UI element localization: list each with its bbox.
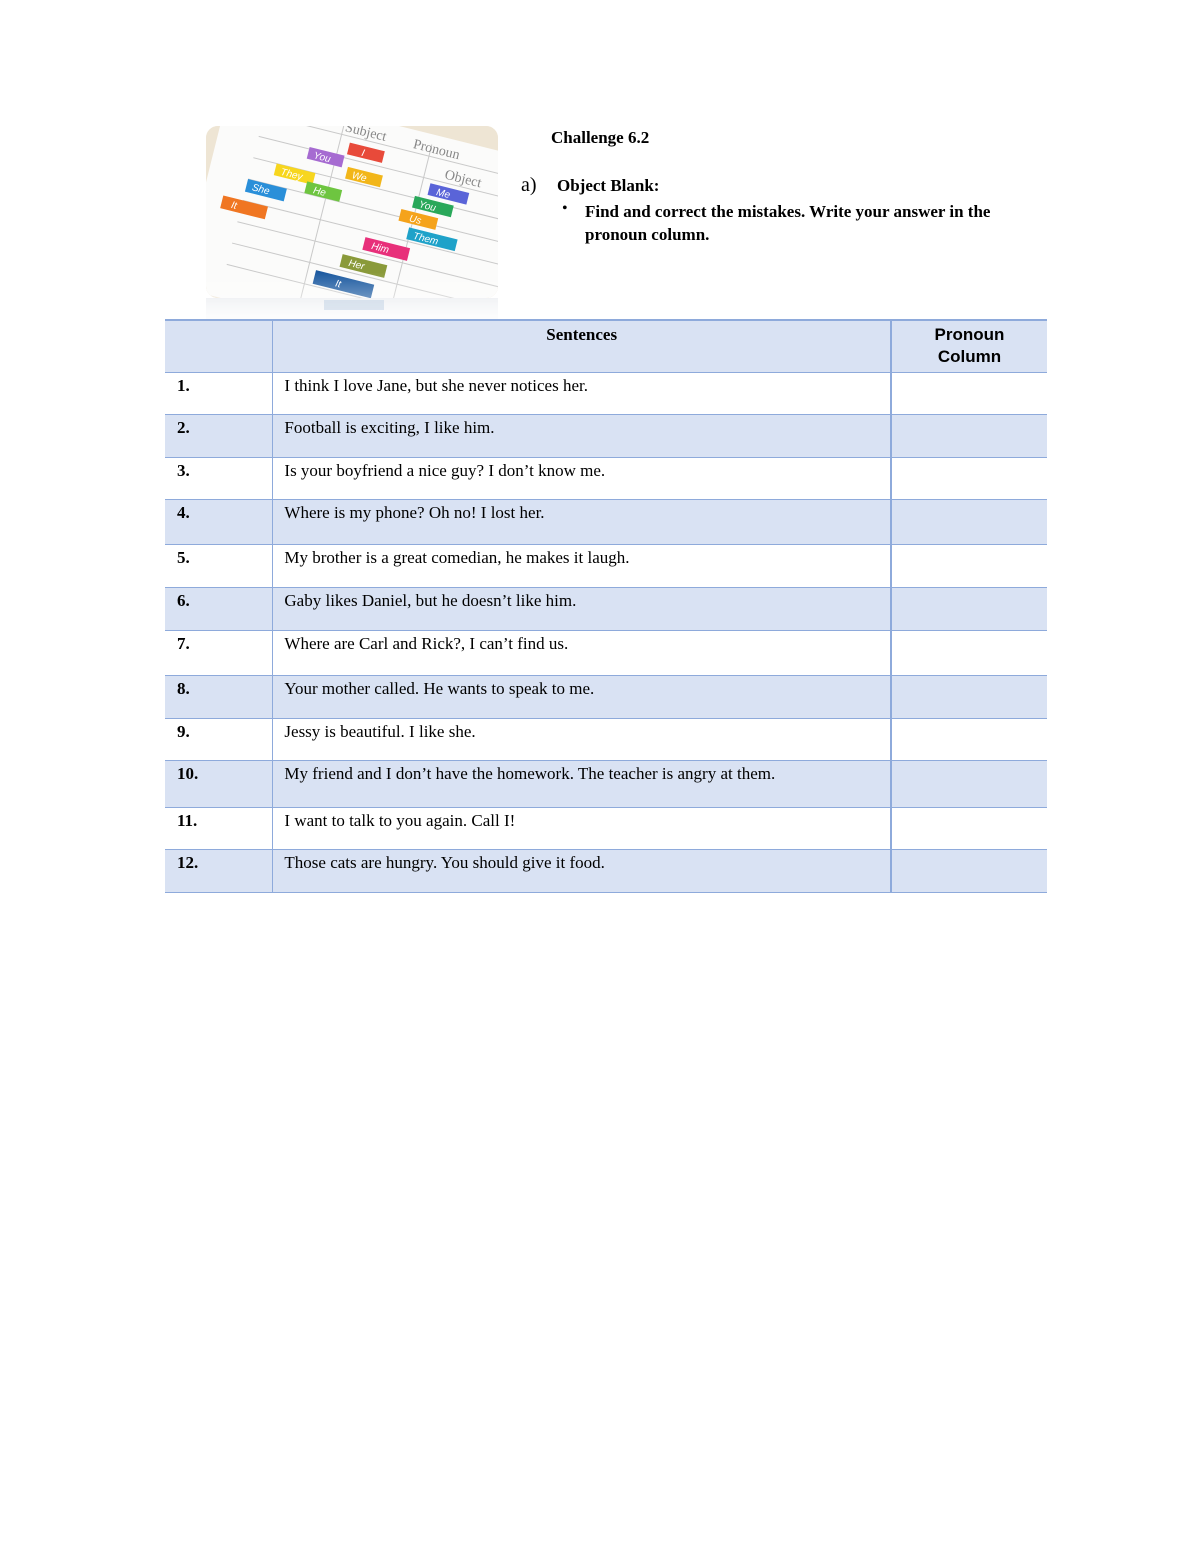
row-number: 2. [165, 415, 273, 458]
sentence-text: Is your boyfriend a nice guy? I don’t know me. [273, 458, 891, 500]
sentence-text: Where are Carl and Rick?, I can’t find us. [273, 631, 891, 676]
sentence-text: I want to talk to you again. Call I! [273, 808, 891, 850]
pronoun-chart-image [206, 126, 498, 298]
row-number: 10. [165, 761, 273, 808]
challenge-title: Challenge 6.2 [551, 128, 650, 147]
part-title: Object Blank: [557, 176, 660, 195]
pronoun-answer-cell[interactable] [891, 719, 1047, 761]
exercise-table [165, 319, 1047, 893]
pronoun-answer-cell[interactable] [891, 500, 1047, 545]
table-row [165, 545, 1047, 588]
row-number: 8. [165, 676, 273, 719]
table-body [165, 373, 1047, 893]
header-pronoun-column [891, 320, 1047, 373]
row-number: 3. [165, 458, 273, 500]
row-number: 7. [165, 631, 273, 676]
table-row [165, 588, 1047, 631]
row-number: 11. [165, 808, 273, 850]
pronoun-answer-cell[interactable] [891, 545, 1047, 588]
row-number: 1. [165, 373, 273, 415]
table-row [165, 500, 1047, 545]
pronoun-answer-cell[interactable] [891, 458, 1047, 500]
table-row [165, 761, 1047, 808]
row-number: 12. [165, 850, 273, 893]
table-row [165, 373, 1047, 415]
table-row [165, 719, 1047, 761]
pronoun-answer-cell[interactable] [891, 631, 1047, 676]
sentence-text: I think I love Jane, but she never notices her. [273, 373, 891, 415]
header-pronoun-line2: Column [937, 347, 1002, 366]
row-number: 4. [165, 500, 273, 545]
sentence-text: Jessy is beautiful. I like she. [273, 719, 891, 761]
table-row [165, 808, 1047, 850]
pronoun-answer-cell[interactable] [891, 761, 1047, 808]
sentence-text: Gaby likes Daniel, but he doesn’t like him. [273, 588, 891, 631]
pronoun-answer-cell[interactable] [891, 676, 1047, 719]
sentence-text: Your mother called. He wants to speak to me. [273, 676, 891, 719]
sentence-text: Football is exciting, I like him. [273, 415, 891, 458]
sentence-text: My friend and I don’t have the homework. The teacher is angry at them. [273, 761, 891, 808]
table-row [165, 631, 1047, 676]
row-number: 5. [165, 545, 273, 588]
instruction-text: Find and correct the mistakes. Write your answer in the pronoun column. [585, 202, 991, 244]
header-sentences: Sentences [273, 320, 891, 373]
pronoun-answer-cell[interactable] [891, 588, 1047, 631]
table-row [165, 458, 1047, 500]
pronoun-answer-cell[interactable] [891, 808, 1047, 850]
table-row [165, 850, 1047, 893]
table-row [165, 676, 1047, 719]
header-number-cell [165, 320, 273, 373]
sentence-text: Where is my phone? Oh no! I lost her. [273, 500, 891, 545]
sentence-text: My brother is a great comedian, he makes it laugh. [273, 545, 891, 588]
table-row [165, 415, 1047, 458]
sentence-text: Those cats are hungry. You should give it food. [273, 850, 891, 893]
row-number: 9. [165, 719, 273, 761]
bullet-icon: • [562, 200, 568, 217]
table-header-row [165, 320, 1047, 373]
pronoun-answer-cell[interactable] [891, 373, 1047, 415]
pronoun-answer-cell[interactable] [891, 415, 1047, 458]
part-label: a) [521, 174, 537, 196]
header-pronoun-line1: Pronoun [934, 325, 1005, 344]
row-number: 6. [165, 588, 273, 631]
pronoun-answer-cell[interactable] [891, 850, 1047, 893]
